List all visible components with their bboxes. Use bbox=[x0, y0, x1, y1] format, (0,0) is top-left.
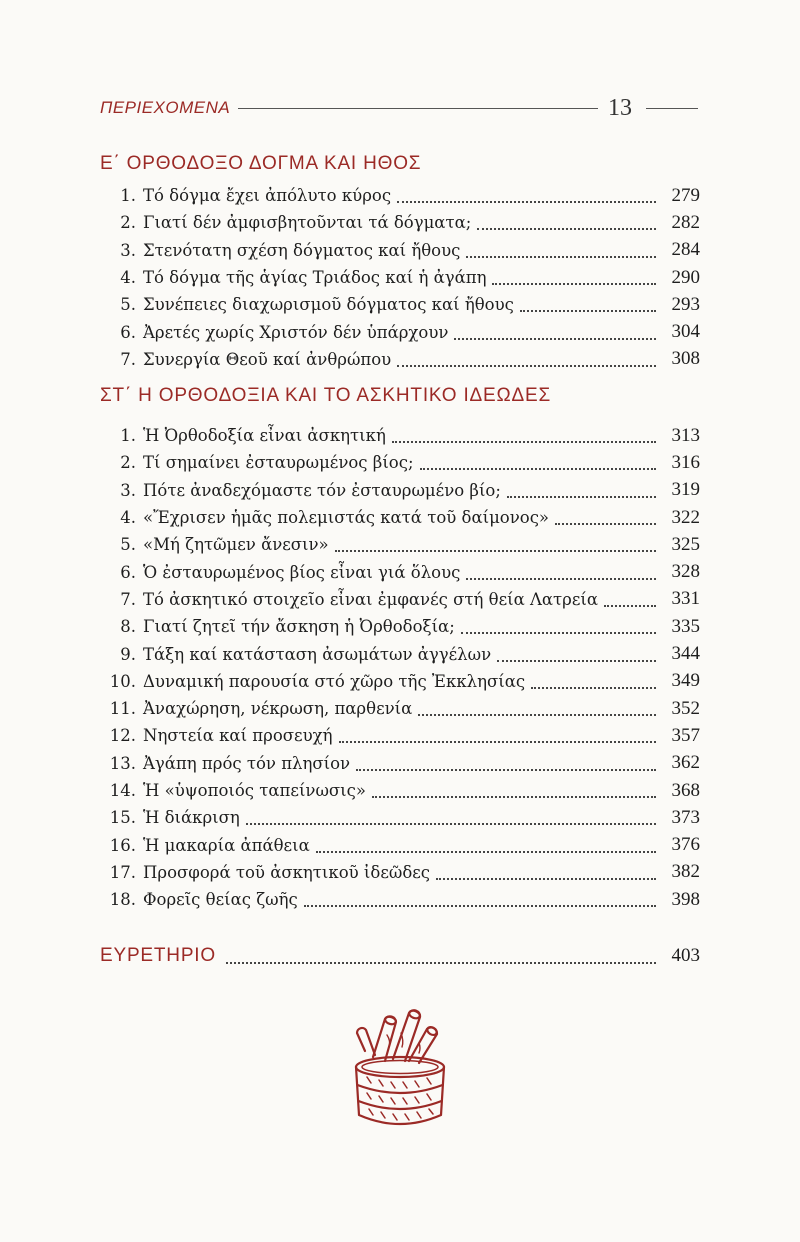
toc-entry[interactable] bbox=[100, 668, 700, 695]
dot-leader bbox=[316, 850, 656, 853]
toc-entry[interactable] bbox=[100, 695, 700, 722]
toc-entry-number: 17. bbox=[109, 862, 136, 882]
toc-entry-title: «Ἔχρισεν ἡμᾶς πολεμιστάς κατά τοῦ δαίμονος» bbox=[143, 508, 550, 528]
toc-entry-page: 349 bbox=[671, 670, 700, 692]
toc-entry-page: 368 bbox=[671, 779, 700, 801]
dot-leader bbox=[604, 604, 656, 607]
toc-list-section-e bbox=[100, 182, 700, 373]
toc-entry-page: 290 bbox=[671, 266, 700, 288]
toc-entry[interactable] bbox=[100, 264, 700, 291]
toc-entry-page: 325 bbox=[671, 533, 700, 555]
toc-entry-number: 2. bbox=[120, 213, 136, 233]
toc-entry-number: 3. bbox=[120, 240, 136, 260]
toc-entry-number: 12. bbox=[109, 726, 136, 746]
toc-entry-number: 18. bbox=[109, 890, 136, 910]
toc-entry-title: Συνεργία Θεοῦ καί ἀνθρώπου bbox=[143, 349, 392, 369]
toc-entry[interactable] bbox=[100, 640, 700, 667]
toc-entry-title: Ἡ μακαρία ἀπάθεια bbox=[143, 835, 310, 855]
dot-leader bbox=[507, 495, 656, 498]
toc-entry-number: 7. bbox=[120, 349, 136, 369]
toc-entry-page: 376 bbox=[671, 834, 700, 856]
toc-entry-title: Ἀρετές χωρίς Χριστόν δέν ὑπάρχουν bbox=[143, 322, 449, 342]
toc-entry-page: 322 bbox=[671, 506, 700, 528]
toc-entry-title: Τί σημαίνει ἐσταυρωμένος βίος; bbox=[143, 453, 414, 473]
dot-leader bbox=[466, 577, 656, 580]
section-heading-st: ΣΤ΄ Η ΟΡΘΟΔΟΞΙΑ ΚΑΙ ΤΟ ΑΣΚΗΤΙΚΟ ΙΔΕΩΔΕΣ bbox=[100, 385, 551, 406]
toc-entry-number: 8. bbox=[120, 617, 136, 637]
toc-entry-title: Ἡ Ὀρθοδοξία εἶναι ἀσκητική bbox=[143, 426, 386, 446]
toc-entry-number: 6. bbox=[120, 562, 136, 582]
toc-entry-number: 5. bbox=[120, 295, 136, 315]
toc-entry-title: Γιατί ζητεῖ τήν ἄσκηση ἡ Ὀρθοδοξία; bbox=[143, 617, 455, 637]
toc-entry-page: 282 bbox=[671, 211, 700, 233]
toc-entry[interactable] bbox=[100, 182, 700, 209]
toc-entry-title: Νηστεία καί προσευχή bbox=[143, 726, 333, 746]
dot-leader bbox=[436, 877, 656, 880]
toc-entry-page: 352 bbox=[671, 697, 700, 719]
toc-entry-page: 284 bbox=[671, 239, 700, 261]
toc-entry-number: 4. bbox=[120, 508, 136, 528]
toc-entry-title: Τάξη καί κατάσταση ἀσωμάτων ἀγγέλων bbox=[143, 644, 492, 664]
toc-entry[interactable] bbox=[100, 209, 700, 236]
toc-entry-page: 293 bbox=[671, 293, 700, 315]
dot-leader bbox=[466, 255, 656, 258]
toc-entry-number: 16. bbox=[109, 835, 136, 855]
toc-entry-number: 1. bbox=[120, 186, 136, 206]
toc-entry-number: 11. bbox=[109, 699, 136, 719]
toc-entry-page: 331 bbox=[671, 588, 700, 610]
toc-entry-title: Τό ἀσκητικό στοιχεῖο εἶναι ἐμφανές στή θεία Λατρεία bbox=[143, 589, 599, 609]
toc-entry-page: 344 bbox=[671, 643, 700, 665]
section-heading-e: Ε΄ ΟΡΘΟΔΟΞΟ ΔΟΓΜΑ ΚΑΙ ΗΘΟΣ bbox=[100, 153, 422, 174]
toc-entry[interactable] bbox=[100, 504, 700, 531]
dot-leader bbox=[420, 467, 656, 470]
dot-leader bbox=[339, 740, 657, 743]
toc-entry-number: 13. bbox=[109, 753, 136, 773]
toc-entry[interactable] bbox=[100, 558, 700, 585]
scroll-basket-icon bbox=[335, 1005, 465, 1135]
toc-entry-page: 313 bbox=[671, 424, 700, 446]
toc-entry-title: Τό δόγμα τῆς ἁγίας Τριάδος καί ἡ ἀγάπη bbox=[143, 268, 487, 288]
dot-leader bbox=[461, 631, 656, 634]
toc-entry-page: 316 bbox=[671, 451, 700, 473]
toc-entry-title: Στενότατη σχέση δόγματος καί ἤθους bbox=[143, 240, 461, 260]
toc-entry-title: Ἀγάπη πρός τόν πλησίον bbox=[143, 753, 351, 773]
toc-entry-number: 10. bbox=[109, 671, 136, 691]
toc-entry-number: 2. bbox=[120, 453, 136, 473]
header-rule-short bbox=[646, 108, 698, 109]
toc-entry-title: Συνέπειες διαχωρισμοῦ δόγματος καί ἤθους bbox=[143, 295, 514, 315]
toc-entry-title: Ὁ ἐσταυρωμένος βίος εἶναι γιά ὅλους bbox=[143, 562, 461, 582]
toc-entry-number: 6. bbox=[120, 322, 136, 342]
toc-entry-page: 308 bbox=[671, 348, 700, 370]
dot-leader bbox=[304, 904, 656, 907]
toc-entry-title: Φορεῖς θείας ζωῆς bbox=[143, 890, 298, 910]
toc-entry[interactable] bbox=[100, 531, 700, 558]
dot-leader bbox=[246, 822, 656, 825]
header-rule bbox=[238, 108, 598, 109]
toc-entry[interactable] bbox=[100, 859, 700, 886]
toc-entry-page: 398 bbox=[671, 888, 700, 910]
toc-entry[interactable] bbox=[100, 804, 700, 831]
toc-entry-page: 362 bbox=[671, 752, 700, 774]
toc-entry-number: 5. bbox=[120, 535, 136, 555]
toc-entry[interactable] bbox=[100, 422, 700, 449]
toc-entry-page: 319 bbox=[671, 479, 700, 501]
dot-leader bbox=[497, 659, 656, 662]
toc-entry-title: Πότε ἀναδεχόμαστε τόν ἐσταυρωμένο βίο; bbox=[143, 480, 501, 500]
toc-entry-number: 9. bbox=[120, 644, 136, 664]
toc-entry-title: Προσφορά τοῦ ἀσκητικοῦ ἰδεῶδες bbox=[143, 862, 431, 882]
toc-entry-page: 279 bbox=[671, 184, 700, 206]
dot-leader bbox=[520, 309, 656, 312]
dot-leader bbox=[418, 713, 656, 716]
toc-entry-number: 15. bbox=[109, 808, 136, 828]
toc-entry-page: 304 bbox=[671, 321, 700, 343]
dot-leader bbox=[356, 768, 656, 771]
toc-entry[interactable] bbox=[100, 886, 700, 913]
toc-entry-title: Ἡ «ὑψοποιός ταπείνωσις» bbox=[143, 781, 366, 800]
toc-entry[interactable] bbox=[100, 477, 700, 504]
toc-entry-title: Τό δόγμα ἔχει ἀπόλυτο κύρος bbox=[143, 186, 392, 206]
dot-leader bbox=[226, 961, 656, 964]
dot-leader bbox=[335, 549, 656, 552]
toc-entry-title: «Μή ζητῶμεν ἄνεσιν» bbox=[143, 535, 329, 555]
dot-leader bbox=[477, 227, 656, 230]
toc-entry[interactable] bbox=[100, 291, 700, 318]
dot-leader bbox=[392, 440, 656, 443]
running-title: ΠΕΡΙΕΧΟΜΕΝΑ bbox=[100, 98, 231, 117]
toc-entry[interactable] bbox=[100, 586, 700, 613]
dot-leader bbox=[454, 337, 656, 340]
toc-entry-number: 3. bbox=[120, 480, 136, 500]
dot-leader bbox=[397, 200, 656, 203]
toc-entry-title: Γιατί δέν ἀμφισβητοῦνται τά δόγματα; bbox=[143, 213, 472, 233]
index-label: ΕΥΡΕΤΗΡΙΟ bbox=[100, 945, 216, 966]
toc-entry[interactable] bbox=[100, 722, 700, 749]
index-page-number: 403 bbox=[671, 945, 700, 966]
toc-entry-page: 382 bbox=[671, 861, 700, 883]
dot-leader bbox=[397, 364, 656, 367]
toc-entry-title: Ἡ διάκριση bbox=[143, 808, 240, 828]
toc-entry-page: 357 bbox=[671, 724, 700, 746]
toc-entry[interactable] bbox=[100, 750, 700, 777]
toc-entry[interactable] bbox=[100, 449, 700, 476]
toc-entry-title: Δυναμική παρουσία στό χῶρο τῆς Ἐκκλησίας bbox=[143, 671, 526, 691]
running-header bbox=[100, 90, 698, 126]
toc-list-section-st bbox=[100, 422, 700, 913]
toc-entry[interactable] bbox=[100, 318, 700, 345]
toc-index-entry[interactable] bbox=[100, 940, 700, 972]
toc-entry-number: 1. bbox=[120, 426, 136, 446]
toc-entry[interactable] bbox=[100, 237, 700, 264]
toc-entry[interactable] bbox=[100, 346, 700, 373]
toc-entry-title: Ἀναχώρηση, νέκρωση, παρθενία bbox=[143, 699, 413, 719]
toc-entry-page: 373 bbox=[671, 806, 700, 828]
toc-entry[interactable] bbox=[100, 777, 700, 804]
toc-entry-number: 4. bbox=[120, 268, 136, 288]
toc-entry-page: 335 bbox=[671, 615, 700, 637]
toc-entry[interactable] bbox=[100, 613, 700, 640]
dot-leader bbox=[492, 282, 656, 285]
toc-entry[interactable] bbox=[100, 831, 700, 858]
page-number: 13 bbox=[608, 94, 632, 121]
dot-leader bbox=[372, 795, 656, 798]
toc-entry-number: 7. bbox=[120, 589, 136, 609]
toc-entry-number: 14. bbox=[109, 781, 136, 800]
dot-leader bbox=[531, 686, 656, 689]
toc-entry-page: 328 bbox=[671, 561, 700, 583]
dot-leader bbox=[555, 522, 656, 525]
